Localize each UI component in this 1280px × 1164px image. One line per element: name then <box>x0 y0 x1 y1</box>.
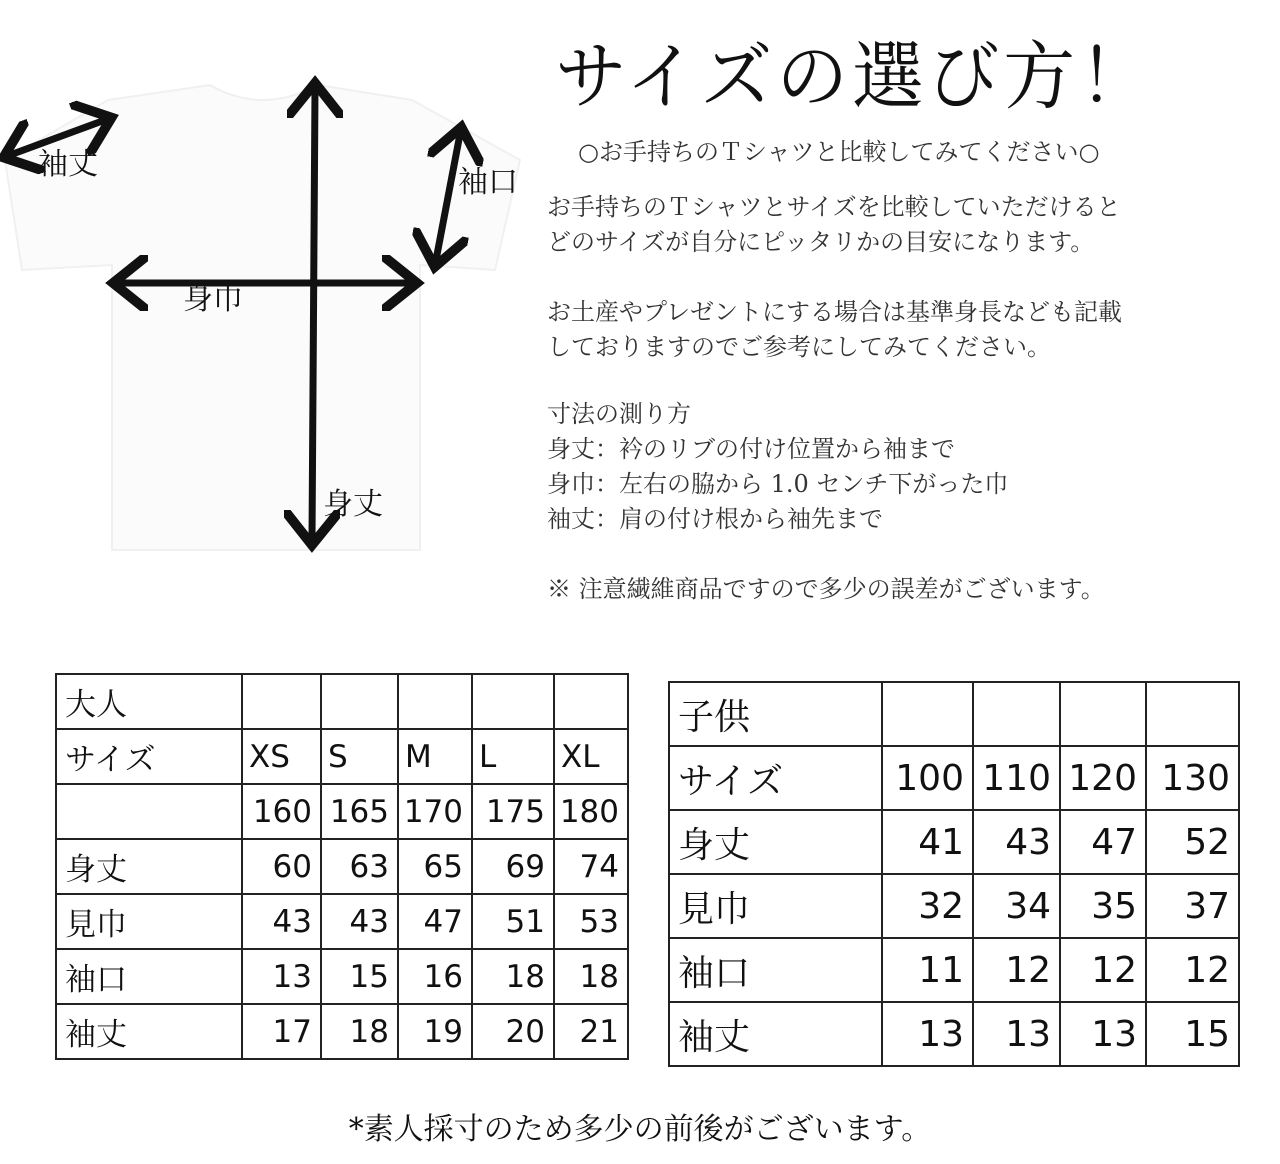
table-cell: 15 <box>1146 1002 1239 1066</box>
table-cell: 21 <box>554 1004 628 1059</box>
intro-line: どのサイズが自分にピッタリかの目安になります。 <box>547 228 1095 256</box>
label-cuff: 袖口 <box>458 165 518 200</box>
table-cell: 13 <box>882 1002 973 1066</box>
measure-guide <box>547 397 1008 537</box>
table-cell: 74 <box>554 839 628 894</box>
table-cell: 13 <box>1060 1002 1146 1066</box>
table-cell: 51 <box>472 894 554 949</box>
table-cell: 32 <box>882 874 973 938</box>
row-label: 袖丈 <box>669 1002 882 1066</box>
table-row <box>56 729 628 784</box>
row-label: 身丈 <box>669 810 882 874</box>
table-cell: 53 <box>554 894 628 949</box>
table-cell: 47 <box>1060 810 1146 874</box>
row-label: 袖口 <box>669 938 882 1002</box>
size-header: L <box>472 729 554 784</box>
table-cell: 41 <box>882 810 973 874</box>
kids-table-title: 子供 <box>669 682 882 746</box>
table-cell: 17 <box>242 1004 321 1059</box>
height-cell: 160 <box>242 784 321 839</box>
size-header: XS <box>242 729 321 784</box>
label-body-width: 身巾 <box>183 282 243 317</box>
table-row <box>669 746 1239 810</box>
table-cell: 65 <box>398 839 472 894</box>
table-cell: 69 <box>472 839 554 894</box>
size-header: 120 <box>1060 746 1146 810</box>
gift-line: お土産やプレゼントにする場合は基準身長なども記載 <box>547 298 1123 326</box>
table-cell: 63 <box>321 839 398 894</box>
table-cell: 18 <box>472 949 554 1004</box>
measure-heading: 寸法の測り方 <box>547 400 691 428</box>
row-label: サイズ <box>56 729 242 784</box>
table-row <box>669 874 1239 938</box>
gift-paragraph <box>547 295 1122 365</box>
intro-line: お手持ちのＴシャツとサイズを比較していただけると <box>547 193 1121 221</box>
intro-paragraph <box>547 190 1121 260</box>
row-label: 見巾 <box>669 874 882 938</box>
table-row <box>56 784 628 839</box>
table-cell: 15 <box>321 949 398 1004</box>
caution-note: ※ 注意繊維商品ですので多少の誤差がございます。 <box>547 575 1105 603</box>
row-label: サイズ <box>669 746 882 810</box>
table-cell: 12 <box>973 938 1060 1002</box>
size-header: M <box>398 729 472 784</box>
table-cell: 47 <box>398 894 472 949</box>
height-cell: 180 <box>554 784 628 839</box>
size-header: 110 <box>973 746 1060 810</box>
gift-line: しておりますのでご参考にしてみてください。 <box>547 333 1051 361</box>
size-header: XL <box>554 729 628 784</box>
size-header: 130 <box>1146 746 1239 810</box>
table-cell: 60 <box>242 839 321 894</box>
table-cell: 19 <box>398 1004 472 1059</box>
size-header: 100 <box>882 746 973 810</box>
table-row <box>56 674 628 729</box>
table-cell: 12 <box>1146 938 1239 1002</box>
measure-line: 身巾：左右の脇から 1.0 センチ下がった巾 <box>547 470 1009 498</box>
table-cell: 13 <box>242 949 321 1004</box>
page-title: サイズの選び方！ <box>555 34 1155 120</box>
size-header: S <box>321 729 398 784</box>
label-sleeve-length: 袖丈 <box>38 147 98 182</box>
measure-line: 身丈：衿のリブの付け位置から袖まで <box>547 435 955 463</box>
table-cell: 12 <box>1060 938 1146 1002</box>
table-cell: 20 <box>472 1004 554 1059</box>
table-row <box>669 810 1239 874</box>
table-cell: 43 <box>321 894 398 949</box>
adult-size-table <box>55 673 629 1060</box>
label-body-length: 身丈 <box>323 487 383 522</box>
table-row <box>669 682 1239 746</box>
table-cell: 52 <box>1146 810 1239 874</box>
subtitle: ○お手持ちのＴシャツと比較してみてください○ <box>578 138 1100 166</box>
table-cell: 16 <box>398 949 472 1004</box>
table-cell: 13 <box>973 1002 1060 1066</box>
height-cell: 170 <box>398 784 472 839</box>
row-label: 袖丈 <box>56 1004 242 1059</box>
table-cell: 18 <box>321 1004 398 1059</box>
table-cell: 43 <box>242 894 321 949</box>
table-cell: 35 <box>1060 874 1146 938</box>
table-cell: 34 <box>973 874 1060 938</box>
table-cell: 18 <box>554 949 628 1004</box>
adult-table-title: 大人 <box>56 674 242 729</box>
table-row <box>56 894 628 949</box>
row-label: 身丈 <box>56 839 242 894</box>
table-row <box>669 1002 1239 1066</box>
tshirt-diagram <box>0 60 540 580</box>
table-cell: 43 <box>973 810 1060 874</box>
height-cell: 175 <box>472 784 554 839</box>
kids-size-table <box>668 681 1240 1067</box>
table-row <box>56 949 628 1004</box>
footnote: *素人採寸のため多少の前後がございます。 <box>348 1112 932 1147</box>
table-row <box>56 1004 628 1059</box>
table-row <box>669 938 1239 1002</box>
table-cell: 11 <box>882 938 973 1002</box>
table-row <box>56 839 628 894</box>
height-cell: 165 <box>321 784 398 839</box>
table-cell: 37 <box>1146 874 1239 938</box>
tshirt-illustration <box>0 60 540 580</box>
measure-line: 袖丈：肩の付け根から袖先まで <box>547 505 883 533</box>
row-label: 袖口 <box>56 949 242 1004</box>
row-label: 見巾 <box>56 894 242 949</box>
